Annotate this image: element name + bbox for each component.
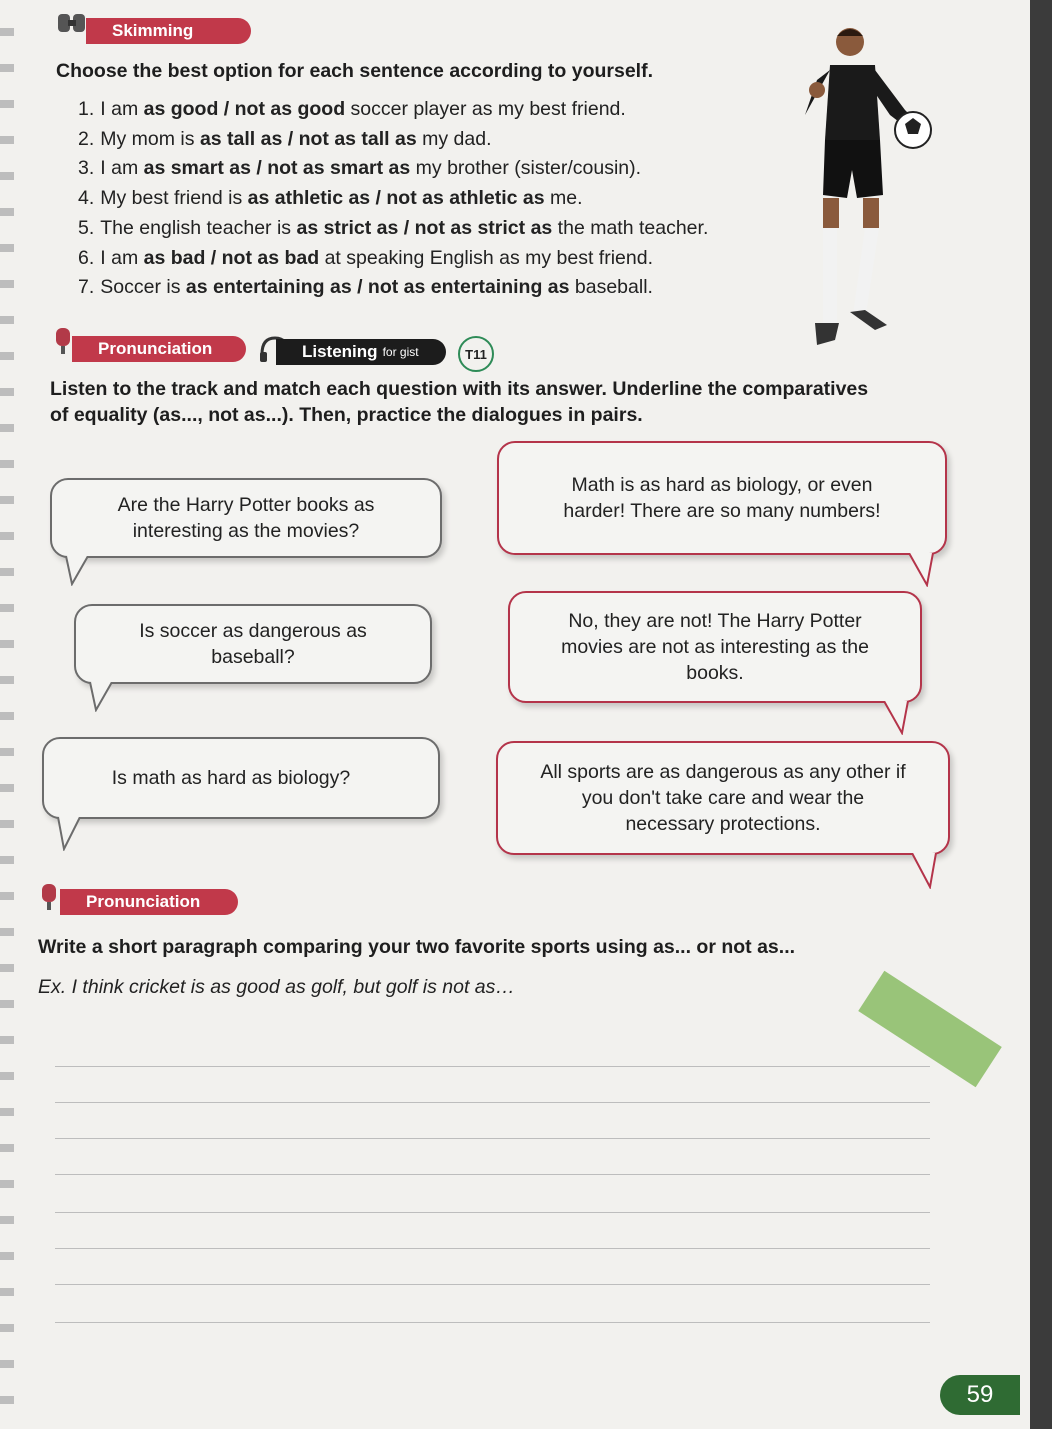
speech-tail-a1 [905, 553, 937, 587]
spiral-binding [0, 0, 14, 1429]
sentence-options[interactable]: as bad / not as bad [143, 246, 320, 269]
answer-bubble-3: All sports are as dangerous as any other if you don't take care and wear the necessary protections. [496, 741, 950, 855]
soccer-player-illustration [795, 20, 945, 360]
sentence-post: soccer player as my best friend. [345, 98, 626, 120]
sentence-options[interactable]: as strict as / not as strict as [296, 216, 553, 239]
sentence-number: 6. [78, 246, 95, 269]
sentence-item[interactable] [78, 95, 708, 125]
sentence-options[interactable]: as entertaining as / not as entertaining as [185, 276, 570, 299]
binoculars-icon [55, 8, 89, 38]
writing-line[interactable] [55, 1284, 930, 1285]
listening-label [276, 339, 446, 365]
green-tape [858, 971, 1002, 1088]
sentence-number: 7. [78, 276, 95, 299]
pronunciation-label-2: Pronunciation [60, 889, 238, 915]
page-edge-shadow [1030, 0, 1052, 1429]
answer-bubble-2: No, they are not! The Harry Potter movies are not as interesting as the books. [508, 591, 922, 703]
sentence-item[interactable] [78, 214, 708, 244]
skimming-label: Skimming [86, 18, 251, 44]
sentence-pre: I am [100, 98, 144, 120]
sentence-item[interactable] [78, 184, 708, 214]
speech-tail-q3 [54, 817, 84, 851]
sentence-list [78, 95, 708, 303]
listening-instruction-line1: Listen to the track and match each question with its answer. Underline the comparatives [50, 378, 869, 400]
question-bubble-1: Are the Harry Potter books as interesting as the movies? [50, 478, 442, 558]
pronunciation-label: Pronunciation [72, 336, 246, 362]
sentence-number: 5. [78, 216, 95, 239]
sentence-number: 1. [78, 98, 95, 120]
writing-line[interactable] [55, 1066, 930, 1067]
skimming-instruction: Choose the best option for each sentence according to yourself. [56, 60, 654, 82]
speech-tail-q1 [62, 556, 92, 586]
sentence-pre: My best friend is [100, 187, 248, 210]
sentence-pre: I am [100, 246, 144, 269]
writing-line[interactable] [55, 1138, 930, 1139]
listening-instruction-line2: of equality (as..., not as...). Then, practice the dialogues in pairs. [50, 404, 643, 426]
listening-label-text: Listening [302, 342, 378, 361]
sentence-item[interactable] [78, 273, 708, 303]
writing-example: Ex. I think cricket is as good as golf, but golf is not as… [38, 976, 515, 998]
sentence-pre: The english teacher is [100, 216, 297, 239]
sentence-post: me. [544, 187, 583, 210]
sentence-pre: My mom is [100, 127, 200, 150]
speech-tail-a3 [908, 853, 940, 889]
question-bubble-2: Is soccer as dangerous as baseball? [74, 604, 432, 684]
sentence-number: 2. [78, 127, 95, 150]
writing-line[interactable] [55, 1102, 930, 1103]
question-bubble-3: Is math as hard as biology? [42, 737, 440, 819]
sentence-post: the math teacher. [552, 216, 709, 239]
sentence-post: at speaking English as my best friend. [319, 246, 653, 269]
sentence-number: 4. [78, 187, 95, 210]
writing-line[interactable] [55, 1322, 930, 1323]
sentence-options[interactable]: as good / not as good [143, 98, 346, 120]
sentence-item[interactable] [78, 154, 708, 184]
sentence-pre: I am [100, 157, 144, 180]
sentence-post: my brother (sister/cousin). [410, 157, 642, 180]
sentence-options[interactable]: as smart as / not as smart as [143, 157, 411, 180]
sentence-item[interactable] [78, 244, 708, 274]
writing-instruction: Write a short paragraph comparing your two favorite sports using as... or not as... [38, 936, 796, 958]
writing-line[interactable] [55, 1174, 930, 1175]
page-number: 59 [940, 1375, 1020, 1415]
sentence-number: 3. [78, 157, 95, 180]
speech-tail-a2 [880, 701, 912, 735]
sentence-pre: Soccer is [100, 276, 186, 299]
sentence-item[interactable] [78, 125, 708, 155]
sentence-options[interactable]: as tall as / not as tall as [199, 127, 417, 150]
sentence-options[interactable]: as athletic as / not as athletic as [247, 187, 545, 210]
writing-line[interactable] [55, 1212, 930, 1213]
track-number-badge[interactable]: T11 [458, 336, 494, 372]
speech-tail-q2 [86, 682, 116, 712]
answer-bubble-1: Math is as hard as biology, or even harder! There are so many numbers! [497, 441, 947, 555]
listening-label-small: for gist [382, 345, 419, 359]
sentence-post: my dad. [416, 127, 492, 150]
writing-line[interactable] [55, 1248, 930, 1249]
sentence-post: baseball. [569, 276, 653, 299]
